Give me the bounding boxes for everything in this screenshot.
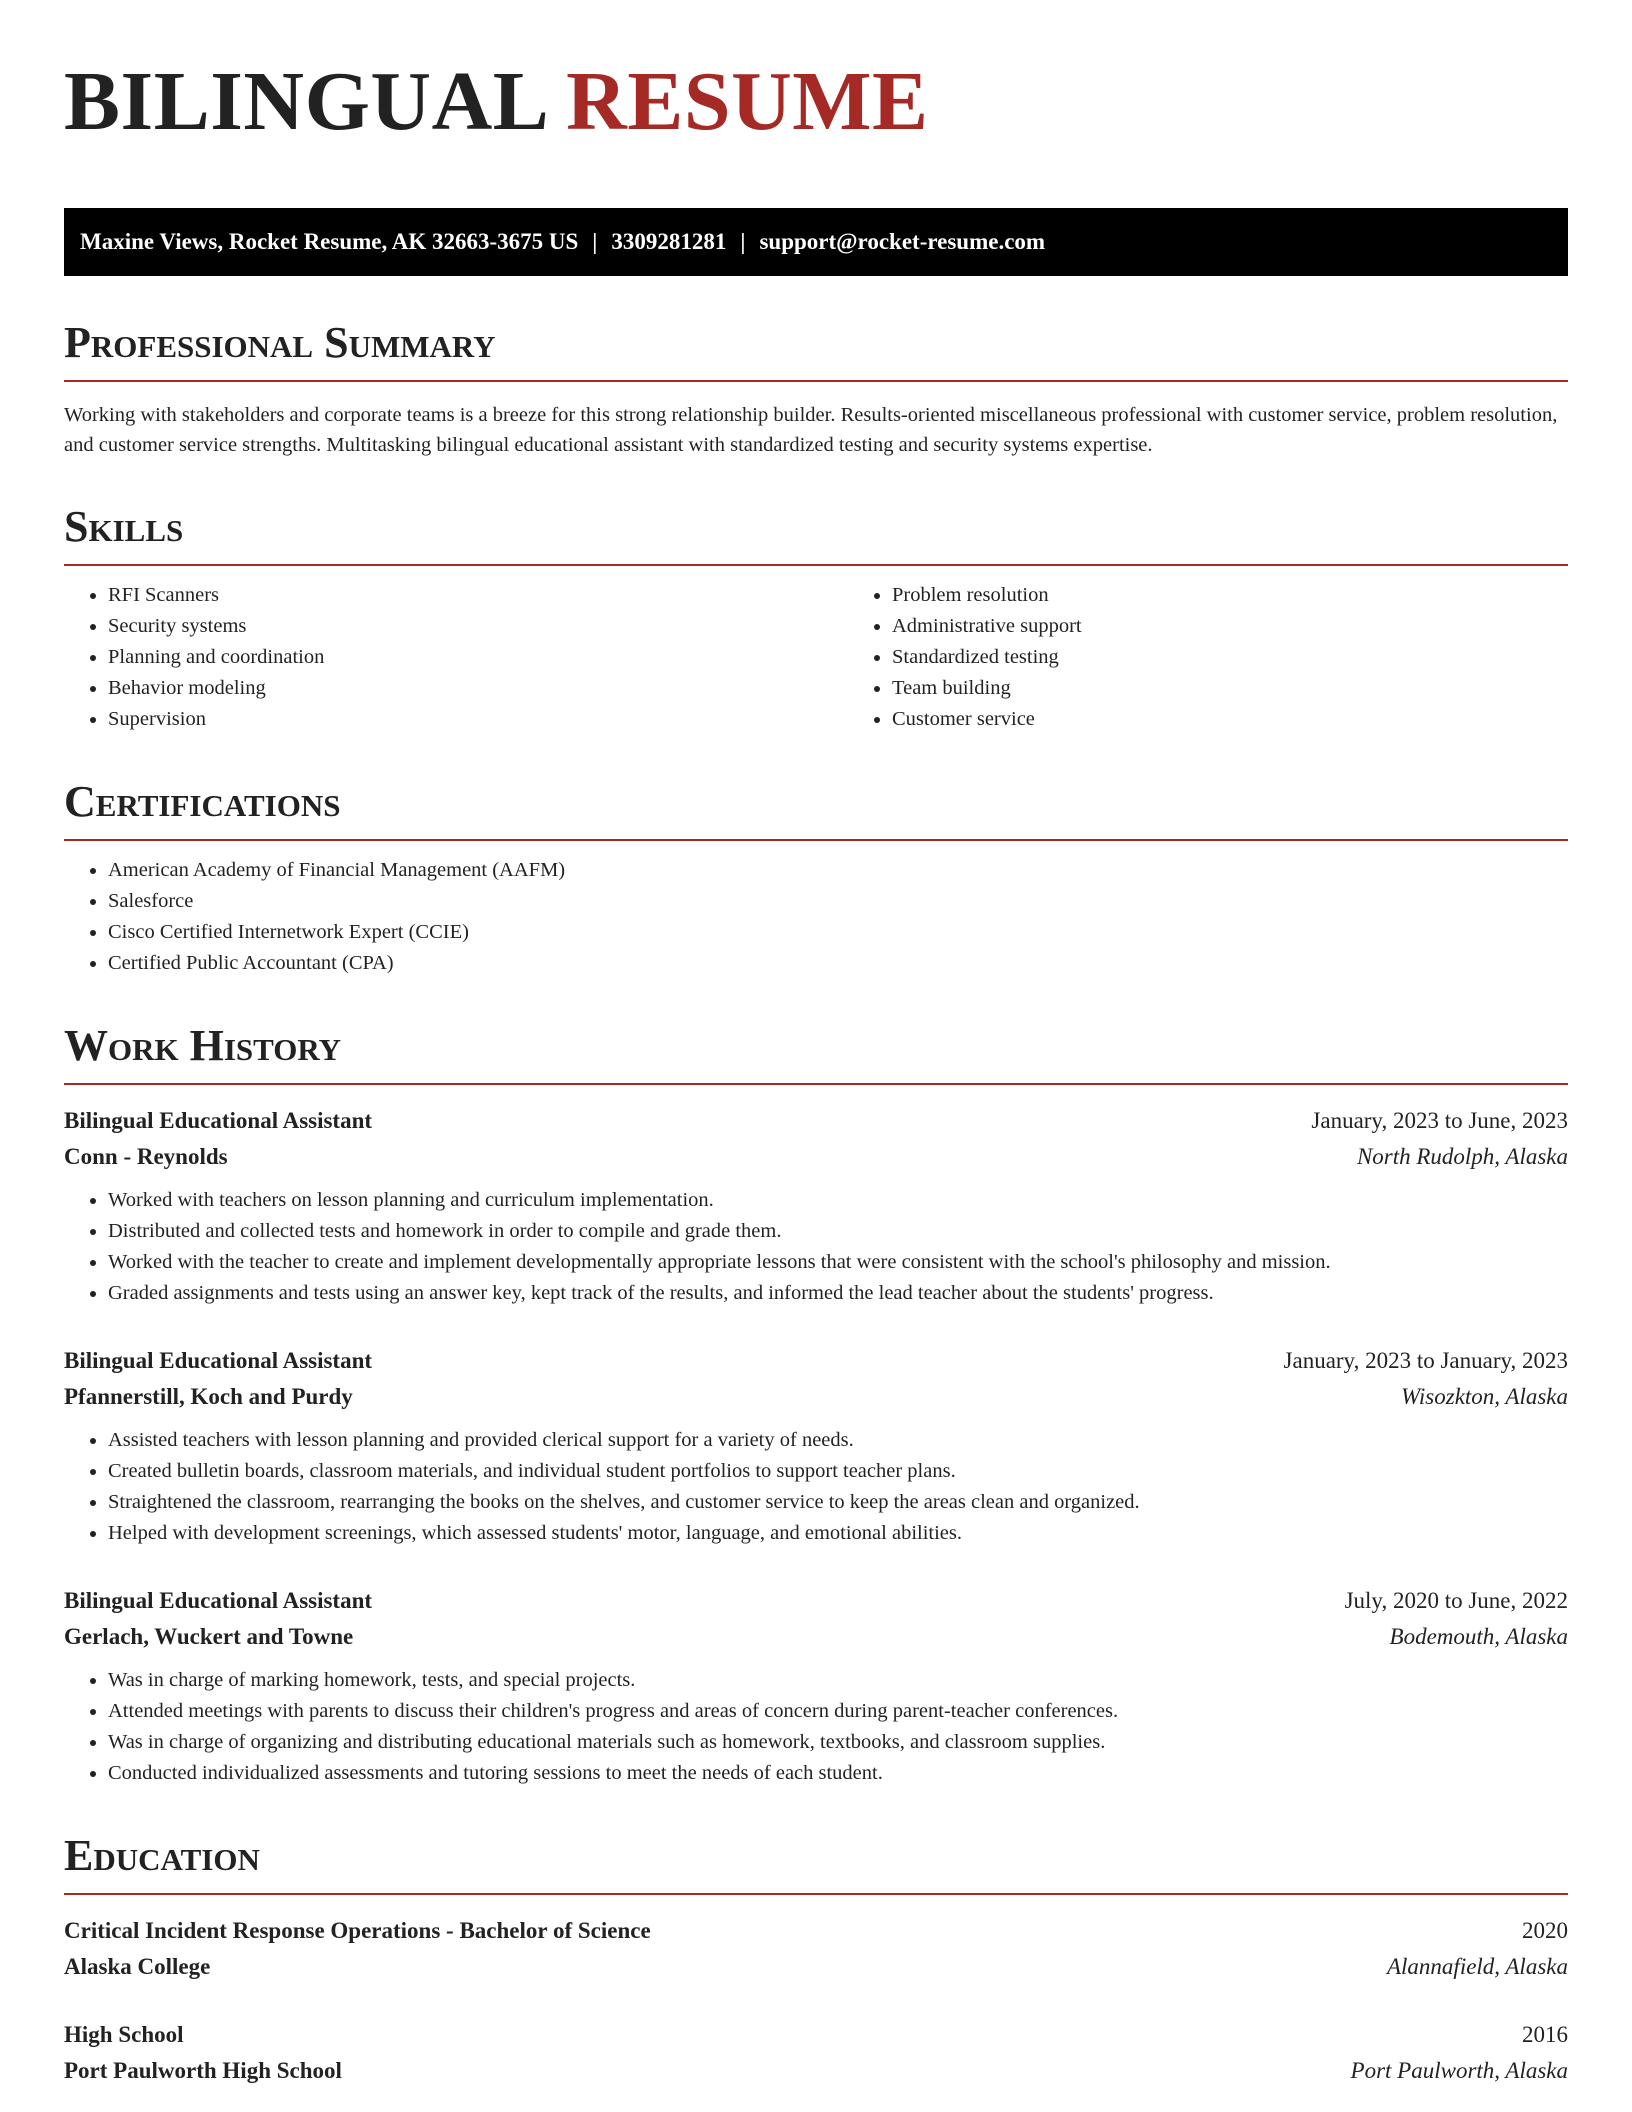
job-role: Bilingual Educational Assistant xyxy=(64,1348,373,1373)
contact-address: Maxine Views, Rocket Resume, AK 32663-3675 US xyxy=(80,229,579,254)
contact-separator: | xyxy=(592,229,598,254)
education-location: Alannafield, Alaska xyxy=(1386,1954,1568,1979)
job-role: Bilingual Educational Assistant xyxy=(64,1588,373,1613)
job-company-row xyxy=(64,1379,1568,1415)
job-location: Wisozkton, Alaska xyxy=(1401,1384,1568,1409)
skills-list-left xyxy=(64,580,848,735)
job-role: Bilingual Educational Assistant xyxy=(64,1108,373,1133)
education-school: Alaska College xyxy=(64,1954,211,1979)
section-title-summary: Professional Summary xyxy=(64,318,1568,382)
job-duty: • Was in charge of marking homework, tests, and special projects. xyxy=(108,1665,1568,1696)
job-duty: • Distributed and collected tests and homework in order to compile and grade them. xyxy=(108,1216,1568,1247)
education-section xyxy=(64,1831,1568,2089)
education-header-row xyxy=(64,1913,1568,1949)
skills-section xyxy=(64,502,1568,735)
job-entry xyxy=(64,1103,1568,1309)
resume-title xyxy=(64,56,1568,148)
education-school-row xyxy=(64,2053,1568,2089)
skill-item: • Standardized testing xyxy=(892,642,1568,673)
job-duty: • Straightened the classroom, rearranging the books on the shelves, and customer service to keep the areas clean and organized. xyxy=(108,1487,1568,1518)
title-main: BILINGUAL xyxy=(64,55,545,148)
job-dates: January, 2023 to January, 2023 xyxy=(1283,1348,1568,1373)
education-school: Port Paulworth High School xyxy=(64,2058,342,2083)
job-company: Conn - Reynolds xyxy=(64,1144,228,1169)
skill-item: • Problem resolution xyxy=(892,580,1568,611)
job-duties-list xyxy=(64,1665,1568,1789)
job-dates: July, 2020 to June, 2022 xyxy=(1344,1588,1568,1613)
skills-grid xyxy=(64,566,1568,735)
skill-item: • Administrative support xyxy=(892,611,1568,642)
work-history-section xyxy=(64,1021,1568,1789)
job-entry xyxy=(64,1343,1568,1549)
job-company-row xyxy=(64,1619,1568,1655)
education-school-row xyxy=(64,1949,1568,1985)
section-title-certifications: Certifications xyxy=(64,777,1568,841)
skills-list-right xyxy=(848,580,1568,735)
skill-item: • Security systems xyxy=(108,611,848,642)
skill-item: • RFI Scanners xyxy=(108,580,848,611)
section-title-education: Education xyxy=(64,1831,1568,1895)
job-company: Pfannerstill, Koch and Purdy xyxy=(64,1384,353,1409)
certification-item: • Certified Public Accountant (CPA) xyxy=(108,948,1568,979)
education-degree: High School xyxy=(64,2022,184,2047)
education-header-row xyxy=(64,2017,1568,2053)
summary-section xyxy=(64,318,1568,460)
education-year: 2016 xyxy=(1522,2022,1568,2047)
certification-item: • Cisco Certified Internetwork Expert (CCIE) xyxy=(108,917,1568,948)
skill-item: • Behavior modeling xyxy=(108,673,848,704)
certifications-section xyxy=(64,777,1568,979)
education-degree: Critical Incident Response Operations - Bachelor of Science xyxy=(64,1918,651,1943)
skill-item: • Planning and coordination xyxy=(108,642,848,673)
contact-separator: | xyxy=(740,229,746,254)
job-company-row xyxy=(64,1139,1568,1175)
certification-item: • Salesforce xyxy=(108,886,1568,917)
education-entry xyxy=(64,2017,1568,2089)
education-year: 2020 xyxy=(1522,1918,1568,1943)
job-duties-list xyxy=(64,1425,1568,1549)
job-location: North Rudolph, Alaska xyxy=(1356,1144,1568,1169)
job-duty: • Helped with development screenings, which assessed students' motor, language, and emotional abilities. xyxy=(108,1518,1568,1549)
skill-item: • Customer service xyxy=(892,704,1568,735)
job-duties-list xyxy=(64,1185,1568,1309)
skill-item: • Team building xyxy=(892,673,1568,704)
job-header-row xyxy=(64,1583,1568,1619)
job-header-row xyxy=(64,1103,1568,1139)
contact-bar xyxy=(64,208,1568,276)
job-duty: • Conducted individualized assessments and tutoring sessions to meet the needs of each student. xyxy=(108,1758,1568,1789)
summary-text: Working with stakeholders and corporate teams is a breeze for this strong relationship builder. Results-oriented miscellaneous professional with customer service, problem resolution, and customer service strengths. Multitasking bilingual educational assistant with standardized testing and security systems expertise. xyxy=(64,404,1558,456)
job-duty: • Assisted teachers with lesson planning and provided clerical support for a variety of needs. xyxy=(108,1425,1568,1456)
job-duty: • Worked with teachers on lesson planning and curriculum implementation. xyxy=(108,1185,1568,1216)
skill-item: • Supervision xyxy=(108,704,848,735)
education-entry xyxy=(64,1913,1568,1985)
certification-item: • American Academy of Financial Management (AAFM) xyxy=(108,855,1568,886)
job-entry xyxy=(64,1583,1568,1789)
job-header-row xyxy=(64,1343,1568,1379)
job-duty: • Was in charge of organizing and distributing educational materials such as homework, textbooks, and classroom supplies. xyxy=(108,1727,1568,1758)
certifications-list xyxy=(64,855,1568,979)
section-title-skills: Skills xyxy=(64,502,1568,566)
section-title-work-history: Work History xyxy=(64,1021,1568,1085)
job-duty: • Created bulletin boards, classroom materials, and individual student portfolios to support teacher plans. xyxy=(108,1456,1568,1487)
education-location: Port Paulworth, Alaska xyxy=(1350,2058,1568,2083)
contact-email[interactable]: support@rocket-resume.com xyxy=(759,229,1046,254)
job-duty: • Graded assignments and tests using an answer key, kept track of the results, and informed the lead teacher about the students' progress. xyxy=(108,1278,1568,1309)
job-company: Gerlach, Wuckert and Towne xyxy=(64,1624,354,1649)
job-location: Bodemouth, Alaska xyxy=(1389,1624,1568,1649)
job-dates: January, 2023 to June, 2023 xyxy=(1311,1108,1568,1133)
contact-phone[interactable]: 3309281281 xyxy=(611,229,727,254)
title-accent: RESUME xyxy=(566,55,929,148)
job-duty: • Attended meetings with parents to discuss their children's progress and areas of concern during parent-teacher conferences. xyxy=(108,1696,1568,1727)
job-duty: • Worked with the teacher to create and implement developmentally appropriate lessons that were consistent with the school's philosophy and mission. xyxy=(108,1247,1568,1278)
